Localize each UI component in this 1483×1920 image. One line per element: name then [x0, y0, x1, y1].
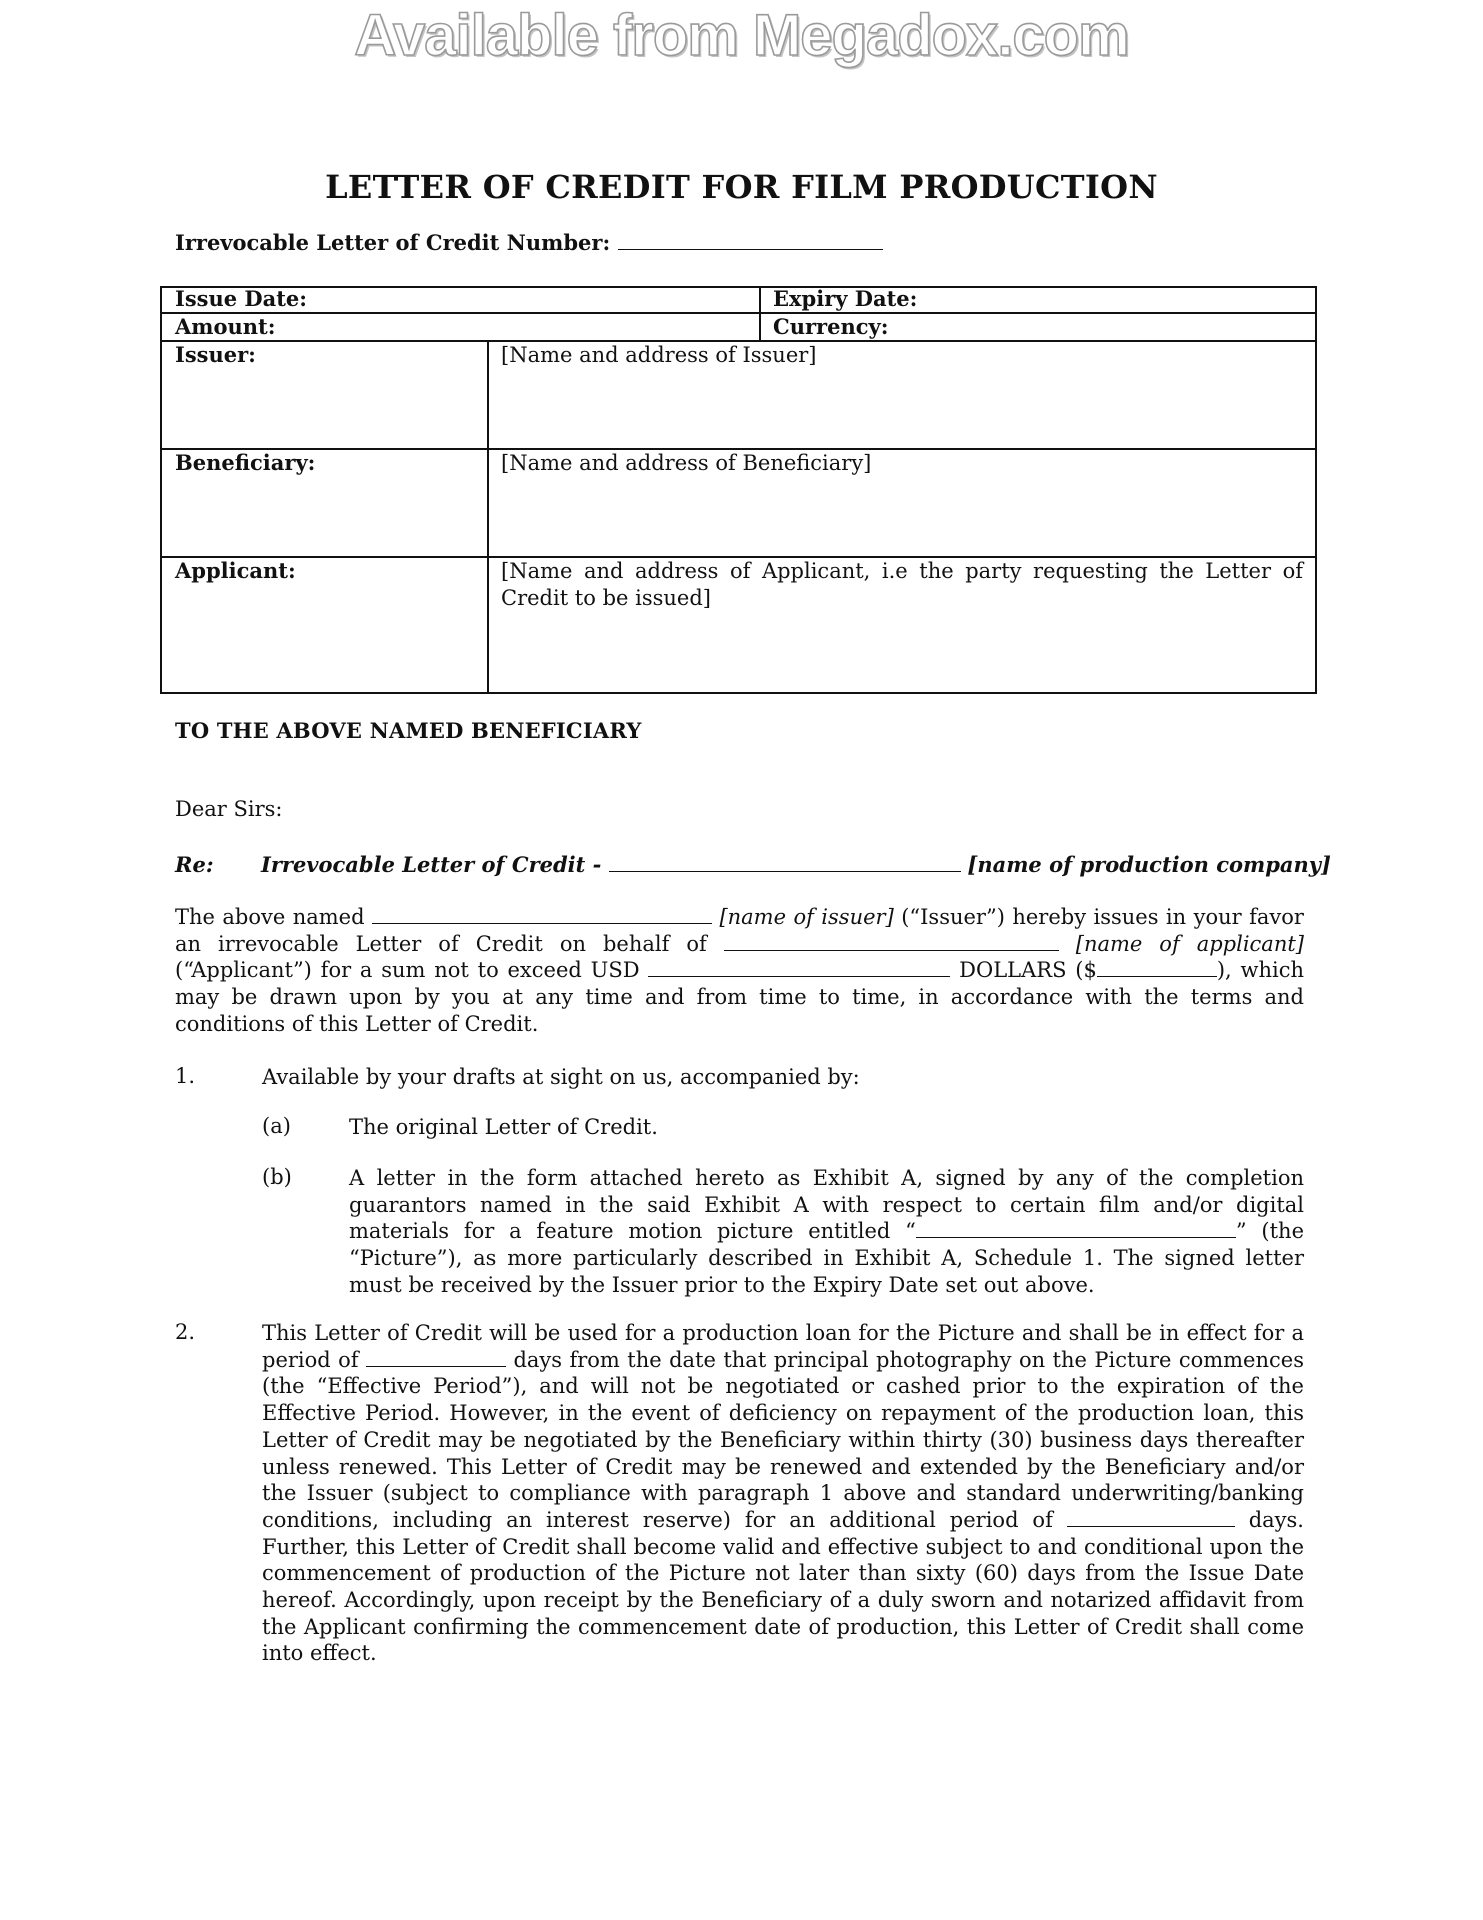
amount-label: Amount:	[175, 314, 276, 339]
picture-title-blank	[916, 1219, 1236, 1238]
applicant-name-blank	[724, 932, 1059, 951]
clause-2-text	[262, 1320, 1304, 1667]
table-divider	[162, 312, 1315, 314]
lc-number-label: Irrevocable Letter of Credit Number:	[175, 230, 611, 255]
re-blank	[609, 853, 961, 872]
table-divider	[487, 340, 489, 692]
expiry-date-label: Expiry Date:	[773, 286, 918, 311]
beneficiary-label: Beneficiary:	[175, 450, 316, 475]
applicant-value: [Name and address of Applicant, i.e the party requesting the Letter of Credit to be issued]	[501, 559, 1303, 610]
table-divider	[759, 288, 761, 340]
clause-2-part: days. Further, this Letter of Credit shall become valid and effective subject to and conditional upon the commencement of production of the Picture not later than sixty (60) days from the Issue Date hereof. Accordingly, upon receipt by the Beneficiary of a duly sworn and notarized affidavit from the Applicant confirming the commencement date of production, this Letter of Credit shall come into effect.	[262, 1507, 1304, 1666]
re-label: Re:	[175, 852, 214, 877]
beneficiary-value: [Name and address of Beneficiary]	[501, 451, 872, 475]
clause-2-part: This Letter of Credit will be used for a production loan for the Picture and shall be in effect for a period of	[262, 1321, 1304, 1372]
applicant-label: Applicant:	[175, 558, 296, 583]
re-subject	[261, 852, 1331, 877]
currency-label: Currency:	[773, 314, 889, 339]
section-heading: TO THE ABOVE NAMED BENEFICIARY	[175, 718, 642, 743]
clause-1b-label: (b)	[262, 1165, 292, 1189]
issuer-placeholder: [name of issuer]	[719, 905, 894, 929]
clause-2-number: 2.	[175, 1320, 196, 1344]
salutation: Dear Sirs:	[175, 797, 283, 821]
re-prefix: Irrevocable Letter of Credit -	[261, 852, 602, 877]
period-days-blank	[366, 1348, 506, 1367]
intro-text: (“Issuer”) hereby issues in your favor an irrevocable Letter of Credit on behalf of	[175, 905, 1304, 956]
issue-date-label: Issue Date:	[175, 286, 308, 311]
applicant-placeholder: [name of applicant]	[1075, 931, 1304, 956]
lc-number-line	[175, 230, 883, 255]
usd-amount-blank	[648, 958, 950, 977]
clause-1-text: Available by your drafts at sight on us, accompanied by:	[262, 1065, 860, 1089]
clause-1b-part: A letter in the form attached hereto as Exhibit A, signed by any of the completion guarantors named in the said Exhibit A with respect to certain film and/or digital materials for a feature motion picture entitled “	[349, 1166, 1304, 1244]
clause-1b-text	[349, 1165, 1304, 1299]
document-title: LETTER OF CREDIT FOR FILM PRODUCTION	[325, 168, 1158, 206]
dollar-figure-blank	[1097, 958, 1217, 977]
lc-number-blank	[618, 231, 883, 250]
intro-text: (“Applicant”) for a sum not to exceed USD	[175, 958, 640, 983]
clause-1a-label: (a)	[262, 1114, 291, 1138]
additional-period-blank	[1067, 1508, 1235, 1527]
watermark: Available from Megadox.com	[354, 3, 1129, 68]
re-placeholder: [name of production company]	[967, 852, 1331, 877]
clause-2-part: days from the date that principal photography on the Picture commences (the “Effective Period”), and will not be negotiated or cashed prior to the expiration of the Effective Period. However, in the event of deficiency on repayment of the production loan, this Letter of Credit may be negotiated by the Beneficiary within thirty (30) business days thereafter unless renewed. This Letter of Credit may be renewed and extended by the Beneficiary and/or the Issuer (subject to compliance with paragraph 1 above and standard underwriting/banking conditions, including an interest reserve) for an additional period of	[262, 1347, 1304, 1532]
issuer-name-blank	[372, 905, 712, 924]
clause-1-number: 1.	[175, 1064, 196, 1088]
details-table	[160, 286, 1317, 694]
intro-paragraph	[175, 904, 1304, 1038]
issuer-label: Issuer:	[175, 342, 256, 367]
clause-1a-text: The original Letter of Credit.	[349, 1115, 658, 1139]
intro-text: The above named	[175, 905, 365, 929]
issuer-value: [Name and address of Issuer]	[501, 343, 817, 367]
intro-text: ), which may be drawn upon by you at any time and from time to time, in accordance with the terms and conditions of this Letter of Credit.	[175, 958, 1304, 1036]
clause-1b-part: ” (the “Picture”), as more particularly described in Exhibit A, Schedule 1. The signed letter must be received by the Issuer prior to the Expiry Date set out above.	[349, 1219, 1304, 1297]
intro-text: DOLLARS ($	[959, 958, 1097, 983]
